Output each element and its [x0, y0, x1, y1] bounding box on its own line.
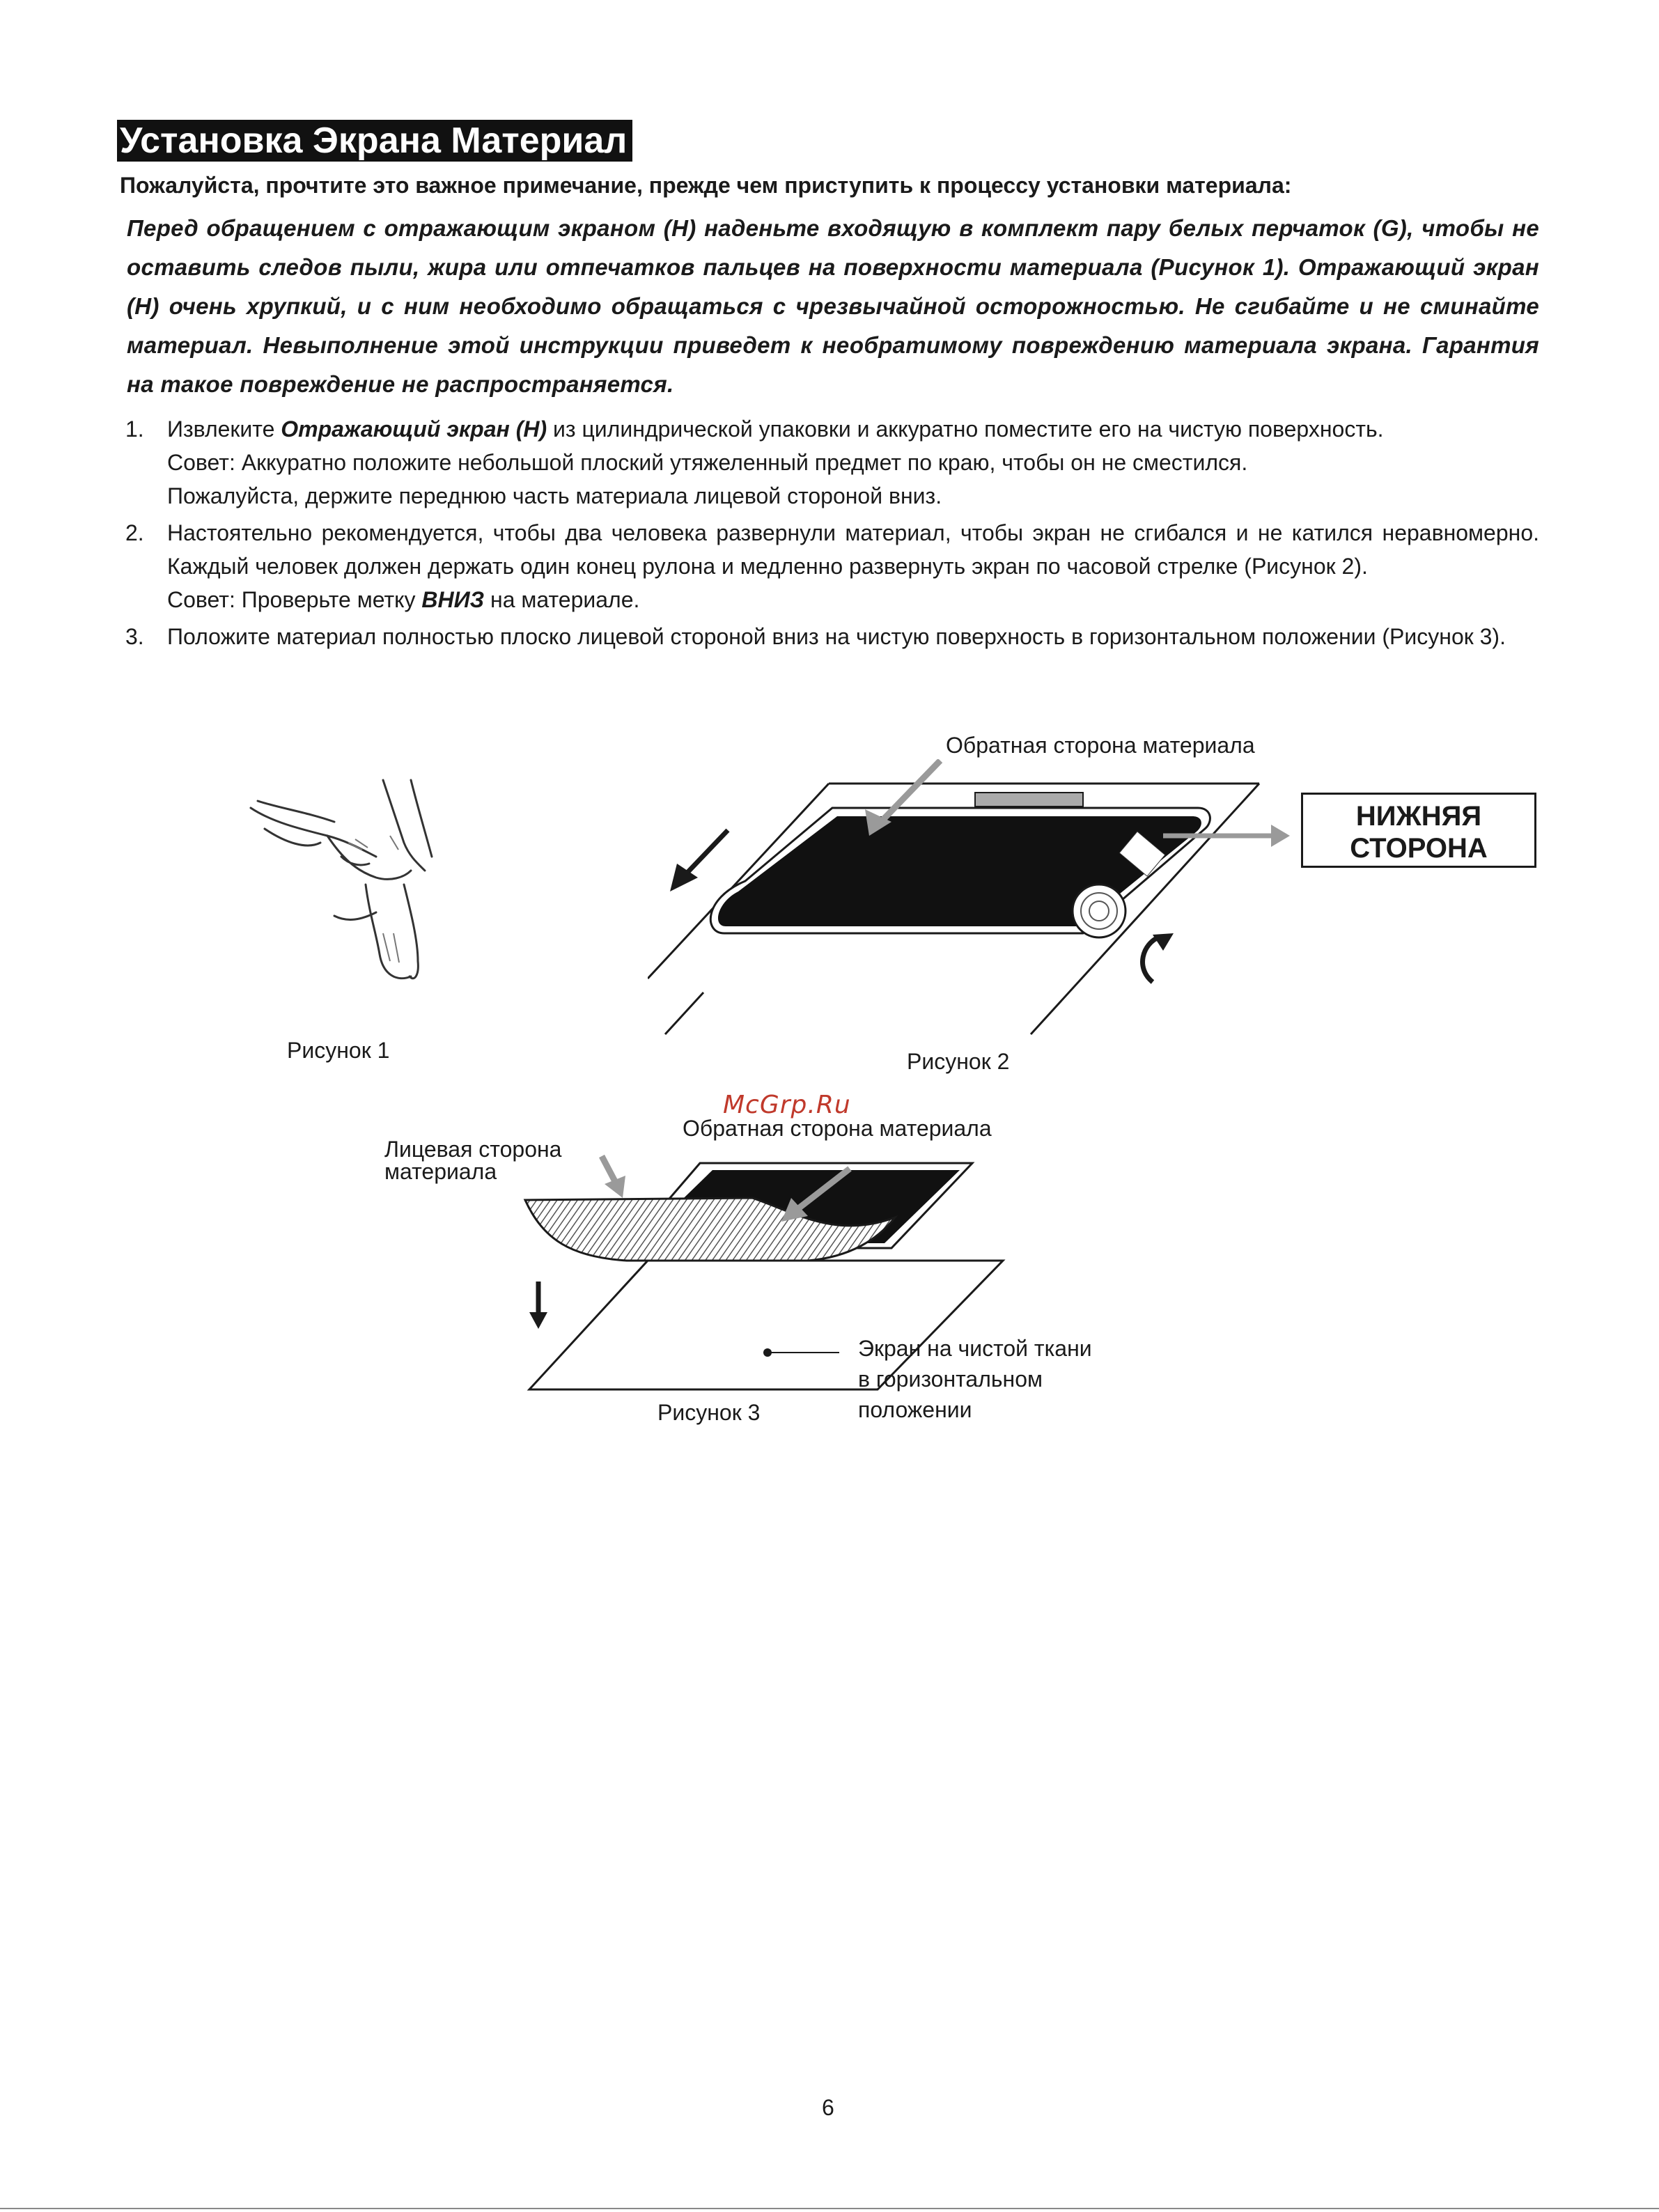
label-line: Лицевая сторона — [384, 1137, 562, 1162]
label-line: в горизонтальном — [858, 1366, 1043, 1392]
step-tip: Совет: Аккуратно положите небольшой плоский утяжеленный предмет по краю, чтобы он не сместился. — [167, 450, 1248, 475]
bottom-divider — [0, 2208, 1659, 2209]
steps-list — [125, 412, 1539, 657]
step-number: 2. — [125, 520, 144, 545]
step-text: Настоятельно рекомендуется, чтобы два человека развернули материал, чтобы экран не сгибался и не катился неравномерно. Каждый человек должен держать один конец рулона и медленно развернуть экран по часовой стрелке (Рисунок 2). — [167, 520, 1539, 579]
label-line: положении — [858, 1397, 972, 1422]
step-text: из цилиндрической упаковки и аккуратно поместите его на чистую поверхность. — [547, 416, 1384, 442]
figure-2-unrolling-illustration — [648, 759, 1295, 1038]
step-1 — [125, 412, 1539, 513]
figure-3-cloth-label — [858, 1333, 1092, 1425]
label-line: Экран на чистой ткани — [858, 1336, 1092, 1361]
bottom-side-badge — [1301, 793, 1536, 868]
figure-3-face-label — [384, 1138, 561, 1183]
step-emphasis: Отражающий экран (H) — [281, 416, 547, 442]
figure-1-caption: Рисунок 1 — [287, 1038, 390, 1063]
step-number: 1. — [125, 416, 144, 442]
step-extra: Пожалуйста, держите переднюю часть материала лицевой стороной вниз. — [167, 483, 942, 508]
step-text: Положите материал полностью плоско лицевой стороной вниз на чистую поверхность в горизонтальном положении (Рисунок 3). — [167, 624, 1506, 649]
page-title: Установка Экрана Материал — [117, 120, 632, 162]
step-number: 3. — [125, 624, 144, 649]
figure-3-back-label: Обратная сторона материала — [683, 1116, 992, 1141]
watermark: McGrp.Ru — [723, 1091, 851, 1119]
badge-line: СТОРОНА — [1350, 833, 1488, 864]
label-line: материала — [384, 1159, 497, 1184]
step-text: Извлеките — [167, 416, 281, 442]
figure-2-back-label: Обратная сторона материала — [946, 733, 1255, 758]
warning-paragraph: Перед обращением с отражающим экраном (H) наденьте входящую в комплект пару белых перчаток (G), чтобы не оставить следов пыли, жира или отпечатков пальцев на поверхности материала (Рисунок 1). Отражающий экран (H) очень хрупкий, и с ним необходимо обращаться с чрезвычайной осторожностью. Не сгибайте и не сминайте материал. Невыполнение этой инструкции приведет к необратимому повреждению материала экрана. Гарантия на такое повреждение не распространяется. — [127, 215, 1539, 397]
figure-2-caption: Рисунок 2 — [907, 1049, 1010, 1074]
step-2 — [125, 516, 1539, 616]
step-tip: Совет: Проверьте метку — [167, 587, 422, 612]
figure-3-caption: Рисунок 3 — [657, 1400, 761, 1425]
step-emphasis: ВНИЗ — [421, 587, 485, 612]
figure-1-gloves-illustration — [244, 773, 467, 996]
badge-line: НИЖНЯЯ — [1355, 801, 1482, 832]
important-notice: Пожалуйста, прочтите это важное примечание, прежде чем приступить к процессу установки материала: — [120, 173, 1292, 198]
page-number: 6 — [822, 2095, 834, 2120]
step-tip: на материале. — [484, 587, 640, 612]
step-3 — [125, 620, 1539, 653]
